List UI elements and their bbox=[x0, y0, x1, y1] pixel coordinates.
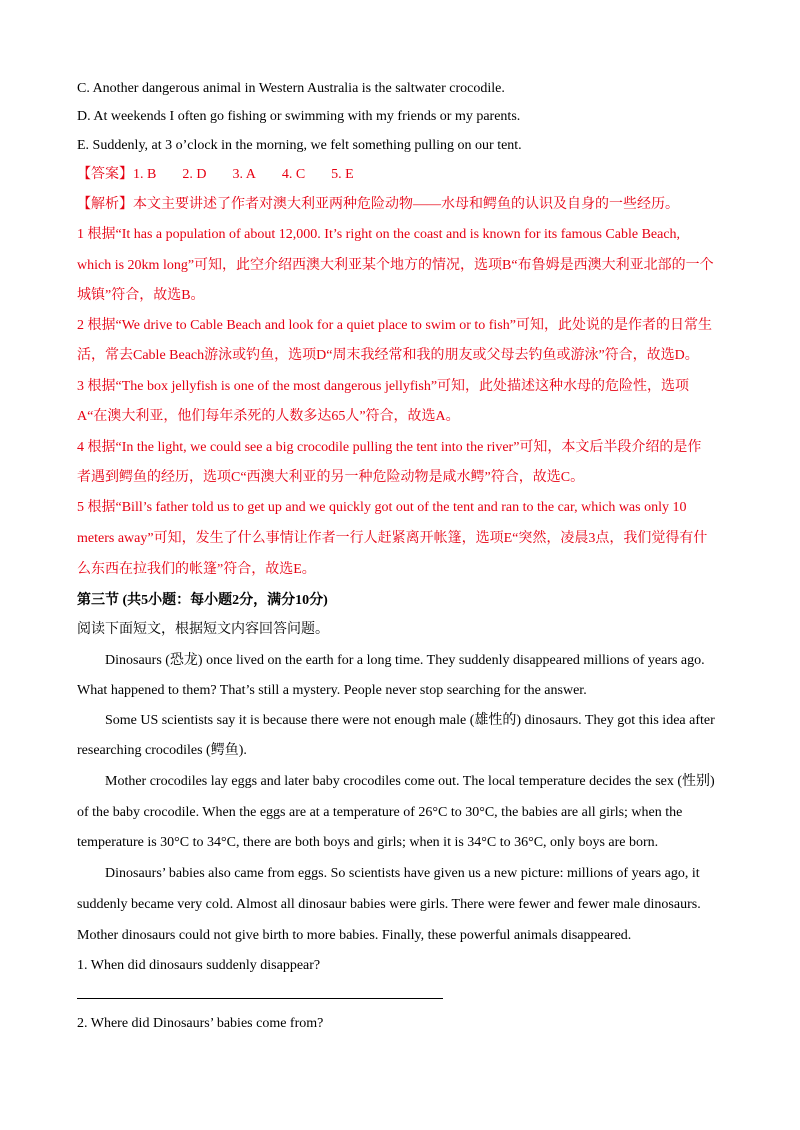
answer-blank-line[interactable] bbox=[77, 998, 443, 999]
option-e: E. Suddenly, at 3 o’clock in the morning, we felt something pulling on our tent. bbox=[77, 138, 522, 153]
passage-line: temperature is 30°C to 34°C, there are both boys and girls; when it is 34°C to 36°C, only boys are born. bbox=[77, 835, 659, 850]
answer-item: 5. E bbox=[331, 167, 354, 182]
passage-line: Some US scientists say it is because there were not enough male (雄性的) dinosaurs. They got this idea after bbox=[105, 713, 715, 728]
analysis-line: 4 根据“In the light, we could see a big crocodile pulling the tent into the river”可知，本文后半段介绍的是作 bbox=[77, 440, 702, 455]
question-2: 2. Where did Dinosaurs’ babies come from? bbox=[77, 1016, 324, 1031]
analysis-line: 者遇到鳄鱼的经历，选项C“西澳大利亚的另一种危险动物是咸水鳄”符合，故选C。 bbox=[77, 470, 585, 485]
passage-line: Dinosaurs (恐龙) once lived on the earth for a long time. They suddenly disappeared millions of years ago. bbox=[105, 653, 705, 668]
analysis-line: 活，常去Cable Beach游泳或钓鱼，选项D“周末我经常和我的朋友或父母去钓鱼或游泳”符合，故选D。 bbox=[77, 348, 699, 363]
option-c: C. Another dangerous animal in Western Australia is the saltwater crocodile. bbox=[77, 81, 505, 96]
analysis-line: 5 根据“Bill’s father told us to get up and we quickly got out of the tent and ran to the car, which was only 10 bbox=[77, 500, 687, 515]
passage-line: Mother crocodiles lay eggs and later baby crocodiles come out. The local temperature decides the sex (性别) bbox=[105, 774, 715, 789]
passage-line: of the baby crocodile. When the eggs are at a temperature of 26°C to 30°C, the babies are all girls; when the bbox=[77, 805, 683, 820]
section-instruction: 阅读下面短文，根据短文内容回答问题。 bbox=[77, 622, 329, 637]
analysis-line: 么东西在拉我们的帐篷”符合，故选E。 bbox=[77, 562, 316, 577]
analysis-line: 城镇”符合，故选B。 bbox=[77, 288, 205, 303]
analysis-line: meters away”可知，发生了什么事情让作者一行人赶紧离开帐篷，选项E“突然，凌晨3点，我们觉得有什 bbox=[77, 531, 708, 546]
answer-item: 4. C bbox=[281, 167, 306, 182]
answer-item: 3. A bbox=[232, 167, 256, 182]
answer-line bbox=[77, 165, 727, 185]
answer-label: 【答案】 bbox=[77, 167, 133, 182]
option-d: D. At weekends I often go fishing or swimming with my friends or my parents. bbox=[77, 109, 521, 124]
analysis-line: A“在澳大利亚，他们每年杀死的人数多达65人”符合，故选A。 bbox=[77, 409, 460, 424]
answer-item: 2. D bbox=[182, 167, 207, 182]
question-1: 1. When did dinosaurs suddenly disappear? bbox=[77, 958, 321, 973]
answer-item: 1. B bbox=[133, 167, 157, 182]
analysis-intro: 【解析】本文主要讲述了作者对澳大利亚两种危险动物——水母和鳄鱼的认识及自身的一些经历。 bbox=[77, 197, 679, 212]
passage-line: researching crocodiles (鳄鱼). bbox=[77, 743, 247, 758]
passage-line: suddenly became very cold. Almost all dinosaur babies were girls. There were fewer and fewer male dinosaurs. bbox=[77, 897, 701, 912]
passage-line: What happened to them? That’s still a mystery. People never stop searching for the answer. bbox=[77, 683, 587, 698]
section-heading: 第三节 (共5小题：每小题2分，满分10分) bbox=[77, 593, 328, 608]
passage-line: Mother dinosaurs could not give birth to more babies. Finally, these powerful animals disappeared. bbox=[77, 928, 632, 943]
analysis-line: which is 20km long”可知，此空介绍西澳大利亚某个地方的情况，选项B“布鲁姆是西澳大利亚北部的一个 bbox=[77, 258, 714, 273]
analysis-line: 1 根据“It has a population of about 12,000. It’s right on the coast and is known for its famous Cable Beach, bbox=[77, 227, 681, 242]
analysis-line: 3 根据“The box jellyfish is one of the most dangerous jellyfish”可知，此处描述这种水母的危险性，选项 bbox=[77, 379, 690, 394]
passage-line: Dinosaurs’ babies also came from eggs. So scientists have given us a new picture: millions of years ago, it bbox=[105, 866, 700, 881]
analysis-line: 2 根据“We drive to Cable Beach and look for a quiet place to swim or to fish”可知，此处说的是作者的日常生 bbox=[77, 318, 712, 333]
